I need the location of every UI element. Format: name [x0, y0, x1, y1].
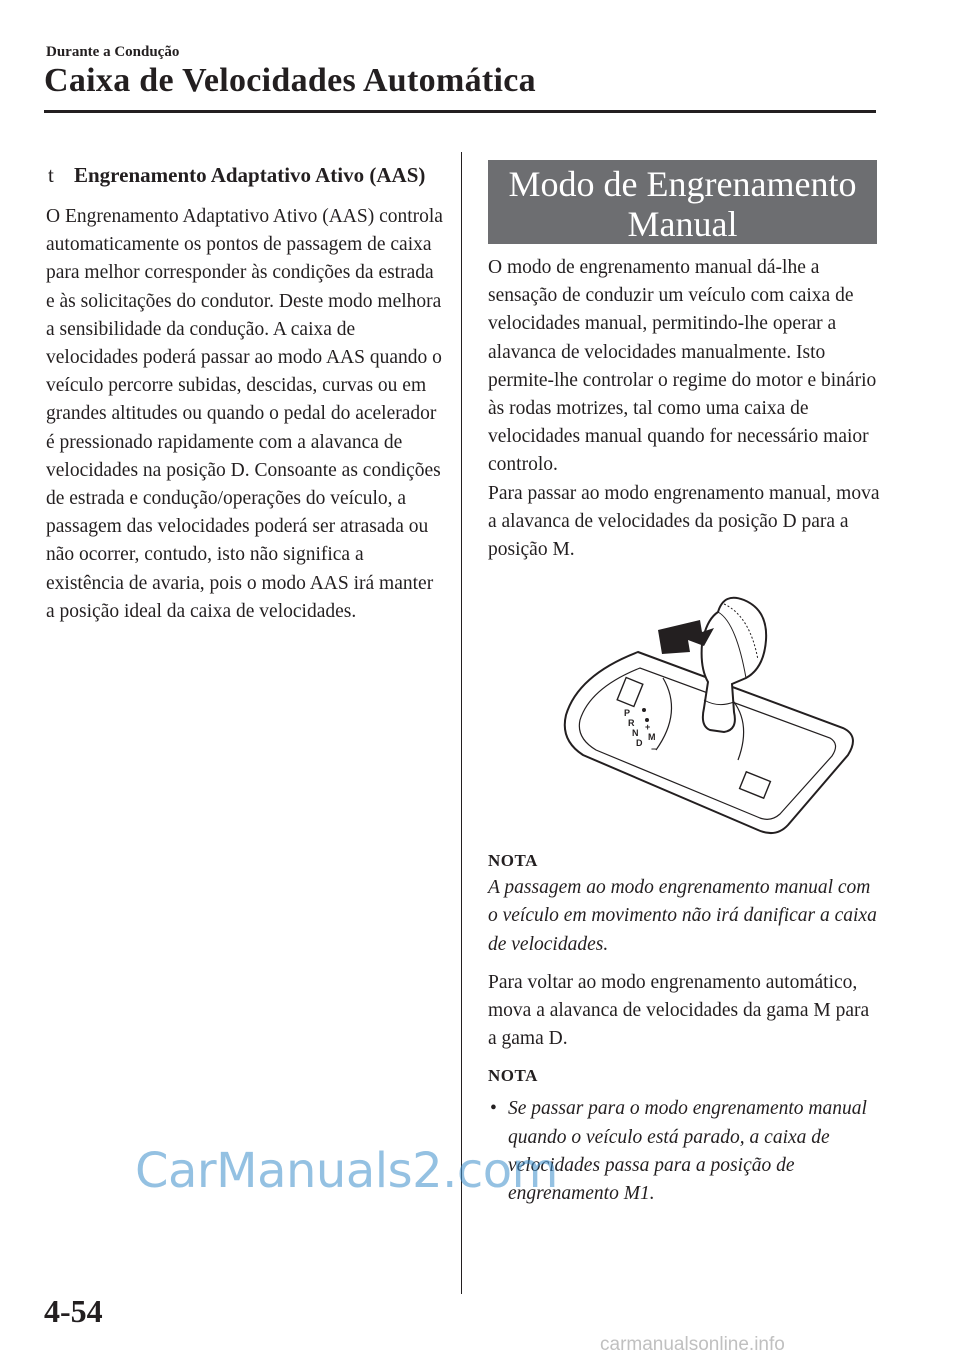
gate-letter: N: [632, 728, 639, 739]
gate-letter: M: [648, 732, 656, 743]
left-column: [46, 160, 446, 626]
aas-heading: [46, 160, 446, 191]
paragraph-return-auto: Para voltar ao modo engrenamento automático, mova a alavanca de velocidades da gama M para a gama D.: [488, 971, 870, 1050]
nota-bullet-text: Se passar para o modo engrenamento manual quando o veículo está parado, a caixa de velocidades passa para a posição de engrenamento M1.: [508, 1098, 867, 1205]
right-column: [488, 160, 880, 1208]
column-divider: [461, 152, 462, 1294]
gate-letter: −: [651, 744, 657, 755]
footer-site-watermark: carmanualsonline.info: [600, 1334, 785, 1355]
section-label: Durante a Condução: [46, 44, 180, 60]
nota-label-2: NOTA: [488, 1066, 538, 1086]
aas-paragraph: O Engrenamento Adaptativo Ativo (AAS) controla automaticamente os pontos de passagem de caixa para melhor corresponder às condições da estrada e às solicitações do condutor. Deste modo melhora a sensibilidade da condução. A caixa de velocidades poderá passar ao modo AAS quando o veículo percorre subidas, descidas, curvas ou em grandes altitudes ou quando o pedal do acelerador é pressionado rapidamente com a alavanca de velocidades na posição D. Consoante as condições de estrada e condução/operações do veículo, a passagem das velocidades poderá ser atrasada ou não ocorrer, contudo, isto não significa a existência de avaria, pois o modo AAS irá manter a posição ideal da caixa de velocidades.: [46, 206, 443, 622]
intro-paragraph-1: O modo de engrenamento manual dá-lhe a sensação de conduzir um veículo com caixa de velocidades manual, permitindo-lhe operar a alavanca de velocidades manualmente. Isto permite-lhe controlar o regime do motor e binário às rodas motrizes, tal como uma caixa de velocidades manual quando for necessário maior controlo.: [488, 257, 877, 476]
section-title-box: Modo de Engrenamento Manual: [488, 160, 877, 244]
bullet-icon: •: [490, 1098, 497, 1120]
header-rule: [44, 110, 876, 113]
gear-shifter-illustration: [488, 580, 880, 840]
intro-paragraph-2: Para passar ao modo engrenamento manual, mova a alavanca de velocidades da posição D para a posição M.: [488, 482, 880, 561]
watermark-logo: CarManuals2.com: [135, 1143, 558, 1199]
nota-label-1: NOTA: [488, 851, 538, 871]
heading-marker: t: [48, 163, 54, 187]
nota-text-1: A passagem ao modo engrenamento manual com o veículo em movimento não irá danificar a caixa de velocidades.: [488, 877, 877, 955]
gate-letter: +: [645, 722, 651, 733]
page-number: 4-54: [44, 1293, 103, 1329]
gate-letter: D: [636, 738, 643, 749]
aas-heading-text: Engrenamento Adaptativo Ativo (AAS): [74, 163, 426, 187]
chapter-title: Caixa de Velocidades Automática: [44, 62, 536, 99]
gate-letter: P: [624, 708, 631, 719]
gear-shifter-figure: [488, 580, 880, 840]
gate-letter: R: [628, 718, 635, 729]
